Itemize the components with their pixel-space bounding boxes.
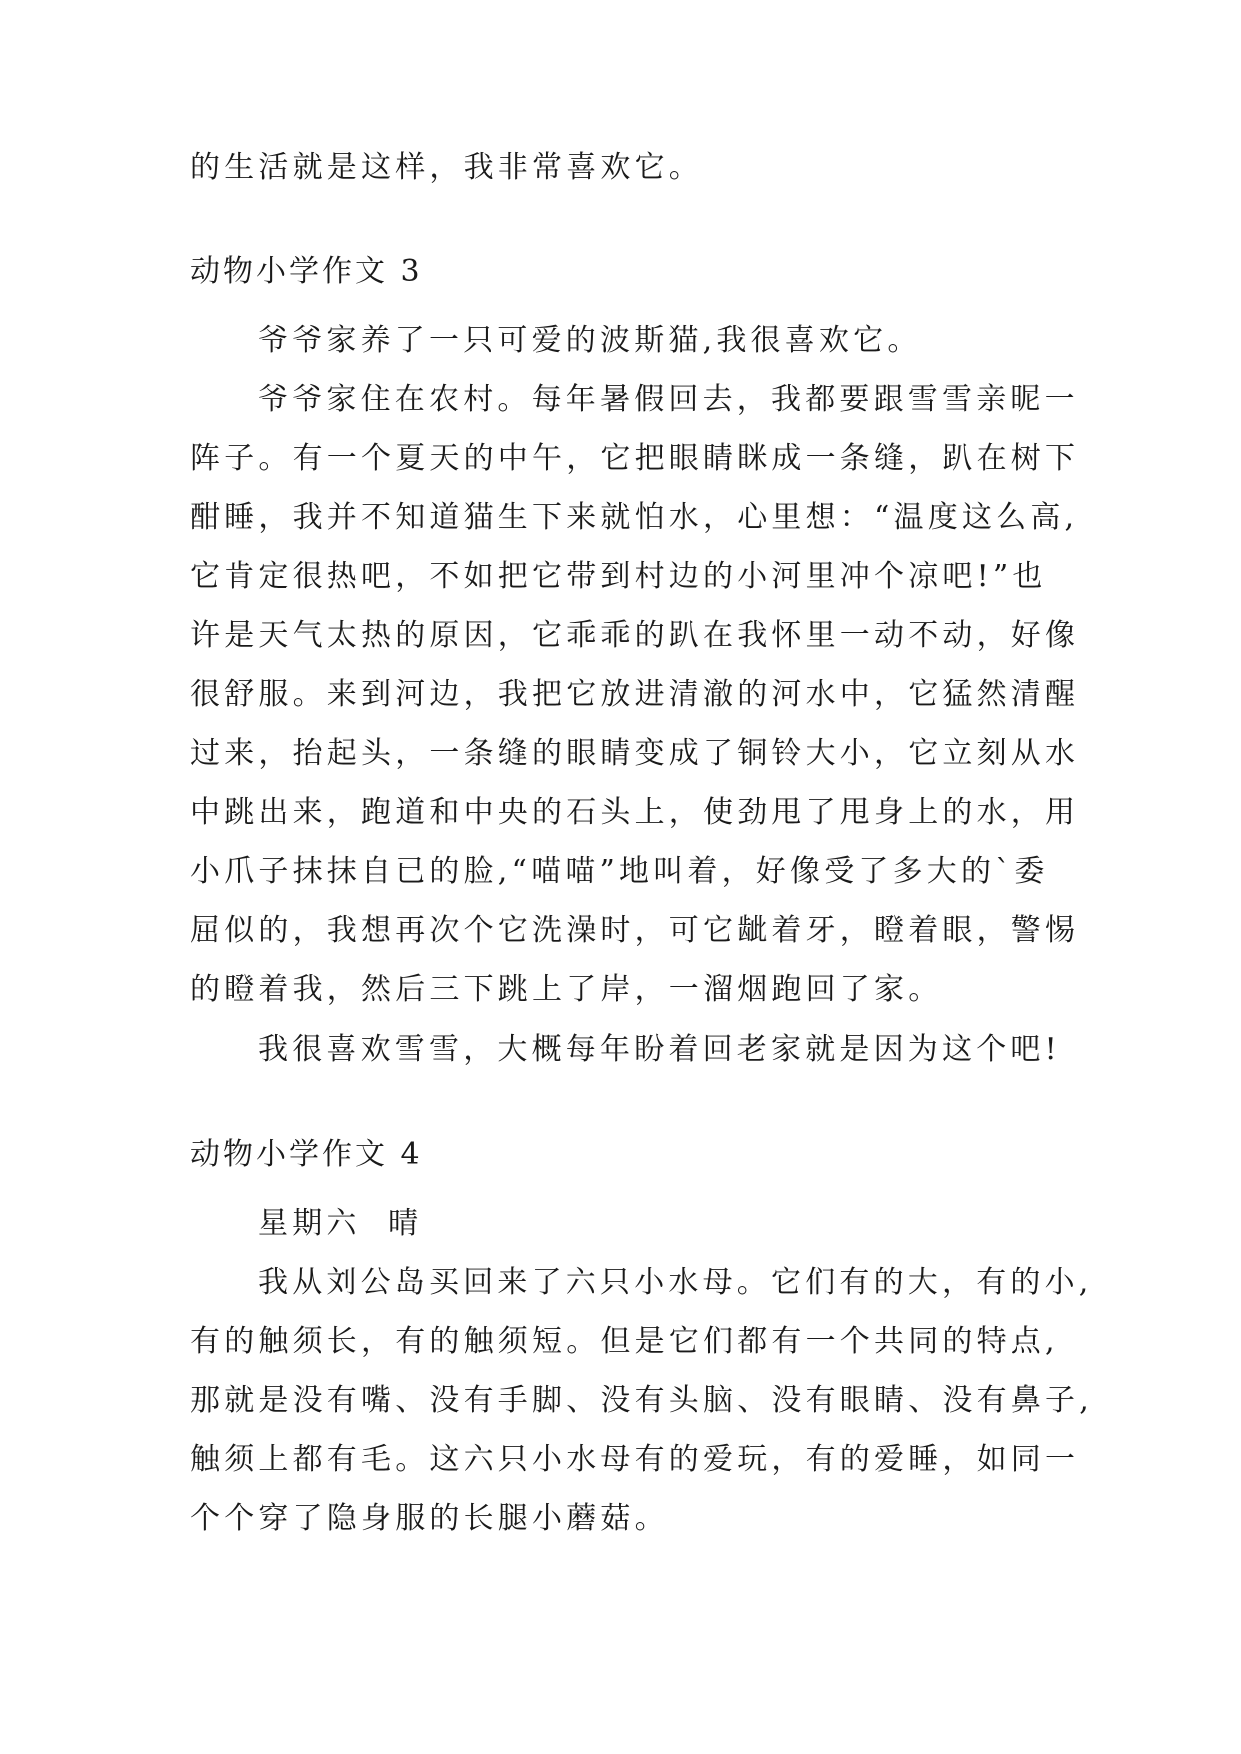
text-line: 个个穿了隐身服的长腿小蘑菇。 <box>190 1501 669 1536</box>
section-3-heading: 动物小学作文 3 <box>190 254 423 289</box>
text-line: 阵子。有一个夏天的中午，它把眼睛眯成一条缝，趴在树下 <box>190 441 1080 476</box>
text-line: 中跳出来，跑道和中央的石头上，使劲甩了甩身上的水，用 <box>190 795 1080 830</box>
section-4-heading: 动物小学作文 4 <box>190 1137 423 1172</box>
section-3-paragraph-3 <box>190 1020 1070 1079</box>
text-line: 的生活就是这样，我非常喜欢它。 <box>190 150 703 185</box>
text-line: 许是天气太热的原因，它乖乖的趴在我怀里一动不动，好像 <box>190 618 1080 653</box>
text-line: 爷爷家住在农村。每年暑假回去，我都要跟雪雪亲昵一 <box>258 382 1079 417</box>
section-3-paragraph-2 <box>190 370 1080 1019</box>
text-line: 小爪子抹抹自已的脸,“喵喵”地叫着，好像受了多大的`委 <box>190 854 1049 889</box>
text-line: 很舒服。来到河边，我把它放进清澈的河水中，它猛然清醒 <box>190 677 1080 712</box>
text-line: 那就是没有嘴、没有手脚、没有头脑、没有眼睛、没有鼻子, <box>190 1383 1093 1418</box>
intro-line <box>190 138 1070 197</box>
text-line: 屈似的，我想再次个它洗澡时，可它龇着牙，瞪着眼，警惕 <box>190 913 1080 948</box>
text-line: 有的触须长，有的触须短。但是它们都有一个共同的特点, <box>190 1324 1059 1359</box>
section-3-paragraph-1 <box>190 311 1070 370</box>
text-line: 它肯定很热吧，不如把它带到村边的小河里冲个凉吧!”也 <box>190 559 1047 594</box>
section-4-date-line <box>190 1194 1070 1253</box>
text-line: 星期六 晴 <box>258 1206 423 1241</box>
text-line: 我很喜欢雪雪，大概每年盼着回老家就是因为这个吧! <box>258 1032 1061 1067</box>
text-line: 的瞪着我，然后三下跳上了岸，一溜烟跑回了家。 <box>190 972 943 1007</box>
text-line: 酣睡，我并不知道猫生下来就怕水，心里想：“温度这么高, <box>190 500 1079 535</box>
text-line: 触须上都有毛。这六只小水母有的爱玩，有的爱睡，如同一 <box>190 1442 1080 1477</box>
section-4-paragraph-1 <box>190 1253 1093 1548</box>
text-line: 过来，抬起头，一条缝的眼睛变成了铜铃大小，它立刻从水 <box>190 736 1080 771</box>
text-line: 我从刘公岛买回来了六只小水母。它们有的大，有的小, <box>258 1265 1093 1300</box>
text-line: 爷爷家养了一只可爱的波斯猫,我很喜欢它。 <box>258 323 922 358</box>
